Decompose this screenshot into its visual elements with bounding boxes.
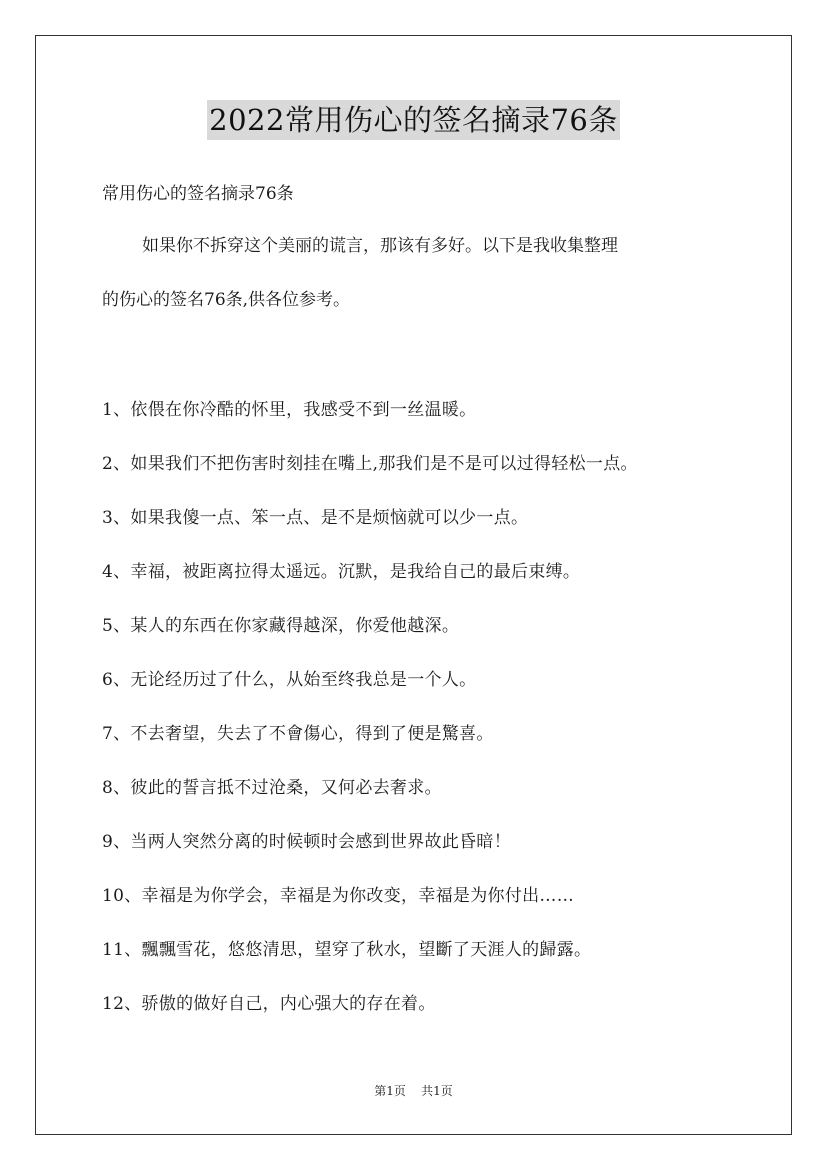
signature-entry: 3、如果我傻一点、笨一点、是不是烦恼就可以少一点。 (102, 508, 529, 528)
intro-line-1: 如果你不拆穿这个美丽的谎言，那该有多好。以下是我收集整理 (142, 236, 618, 256)
signature-entry: 10、幸福是为你学会，幸福是为你改变，幸福是为你付出…… (102, 886, 575, 906)
page-total: 共1页 (421, 1084, 453, 1098)
signature-entry: 2、如果我们不把伤害时刻挂在嘴上,那我们是不是可以过得轻松一点。 (102, 454, 638, 474)
page-footer (0, 1082, 827, 1100)
page-number: 第1页 (374, 1084, 406, 1098)
document-title: 2022常用伤心的签名摘录76条 (207, 100, 620, 140)
signature-list (102, 396, 742, 1044)
signature-entry: 12、骄傲的做好自己，内心强大的存在着。 (102, 994, 436, 1014)
signature-entry: 1、依偎在你冷酷的怀里，我感受不到一丝温暖。 (102, 400, 477, 420)
signature-entry: 7、不去奢望，失去了不會傷心，得到了便是驚喜。 (102, 724, 494, 744)
document-subtitle: 常用伤心的签名摘录76条 (102, 184, 294, 204)
title-container (0, 100, 827, 140)
signature-entry: 5、某人的东西在你家藏得越深，你爱他越深。 (102, 616, 460, 636)
signature-entry: 9、当两人突然分离的时候顿时会感到世界故此昏暗！ (102, 832, 512, 852)
signature-entry: 8、彼此的誓言抵不过沧桑，又何必去奢求。 (102, 778, 442, 798)
signature-entry: 6、无论经历过了什么，从始至终我总是一个人。 (102, 670, 477, 690)
signature-entry: 4、幸福，被距离拉得太遥远。沉默，是我给自己的最后束缚。 (102, 562, 581, 582)
intro-line-2: 的伤心的签名76条,供各位参考。 (102, 290, 351, 310)
signature-entry: 11、飄飄雪花，悠悠清思，望穿了秋水，望斷了天涯人的歸露。 (102, 940, 592, 960)
